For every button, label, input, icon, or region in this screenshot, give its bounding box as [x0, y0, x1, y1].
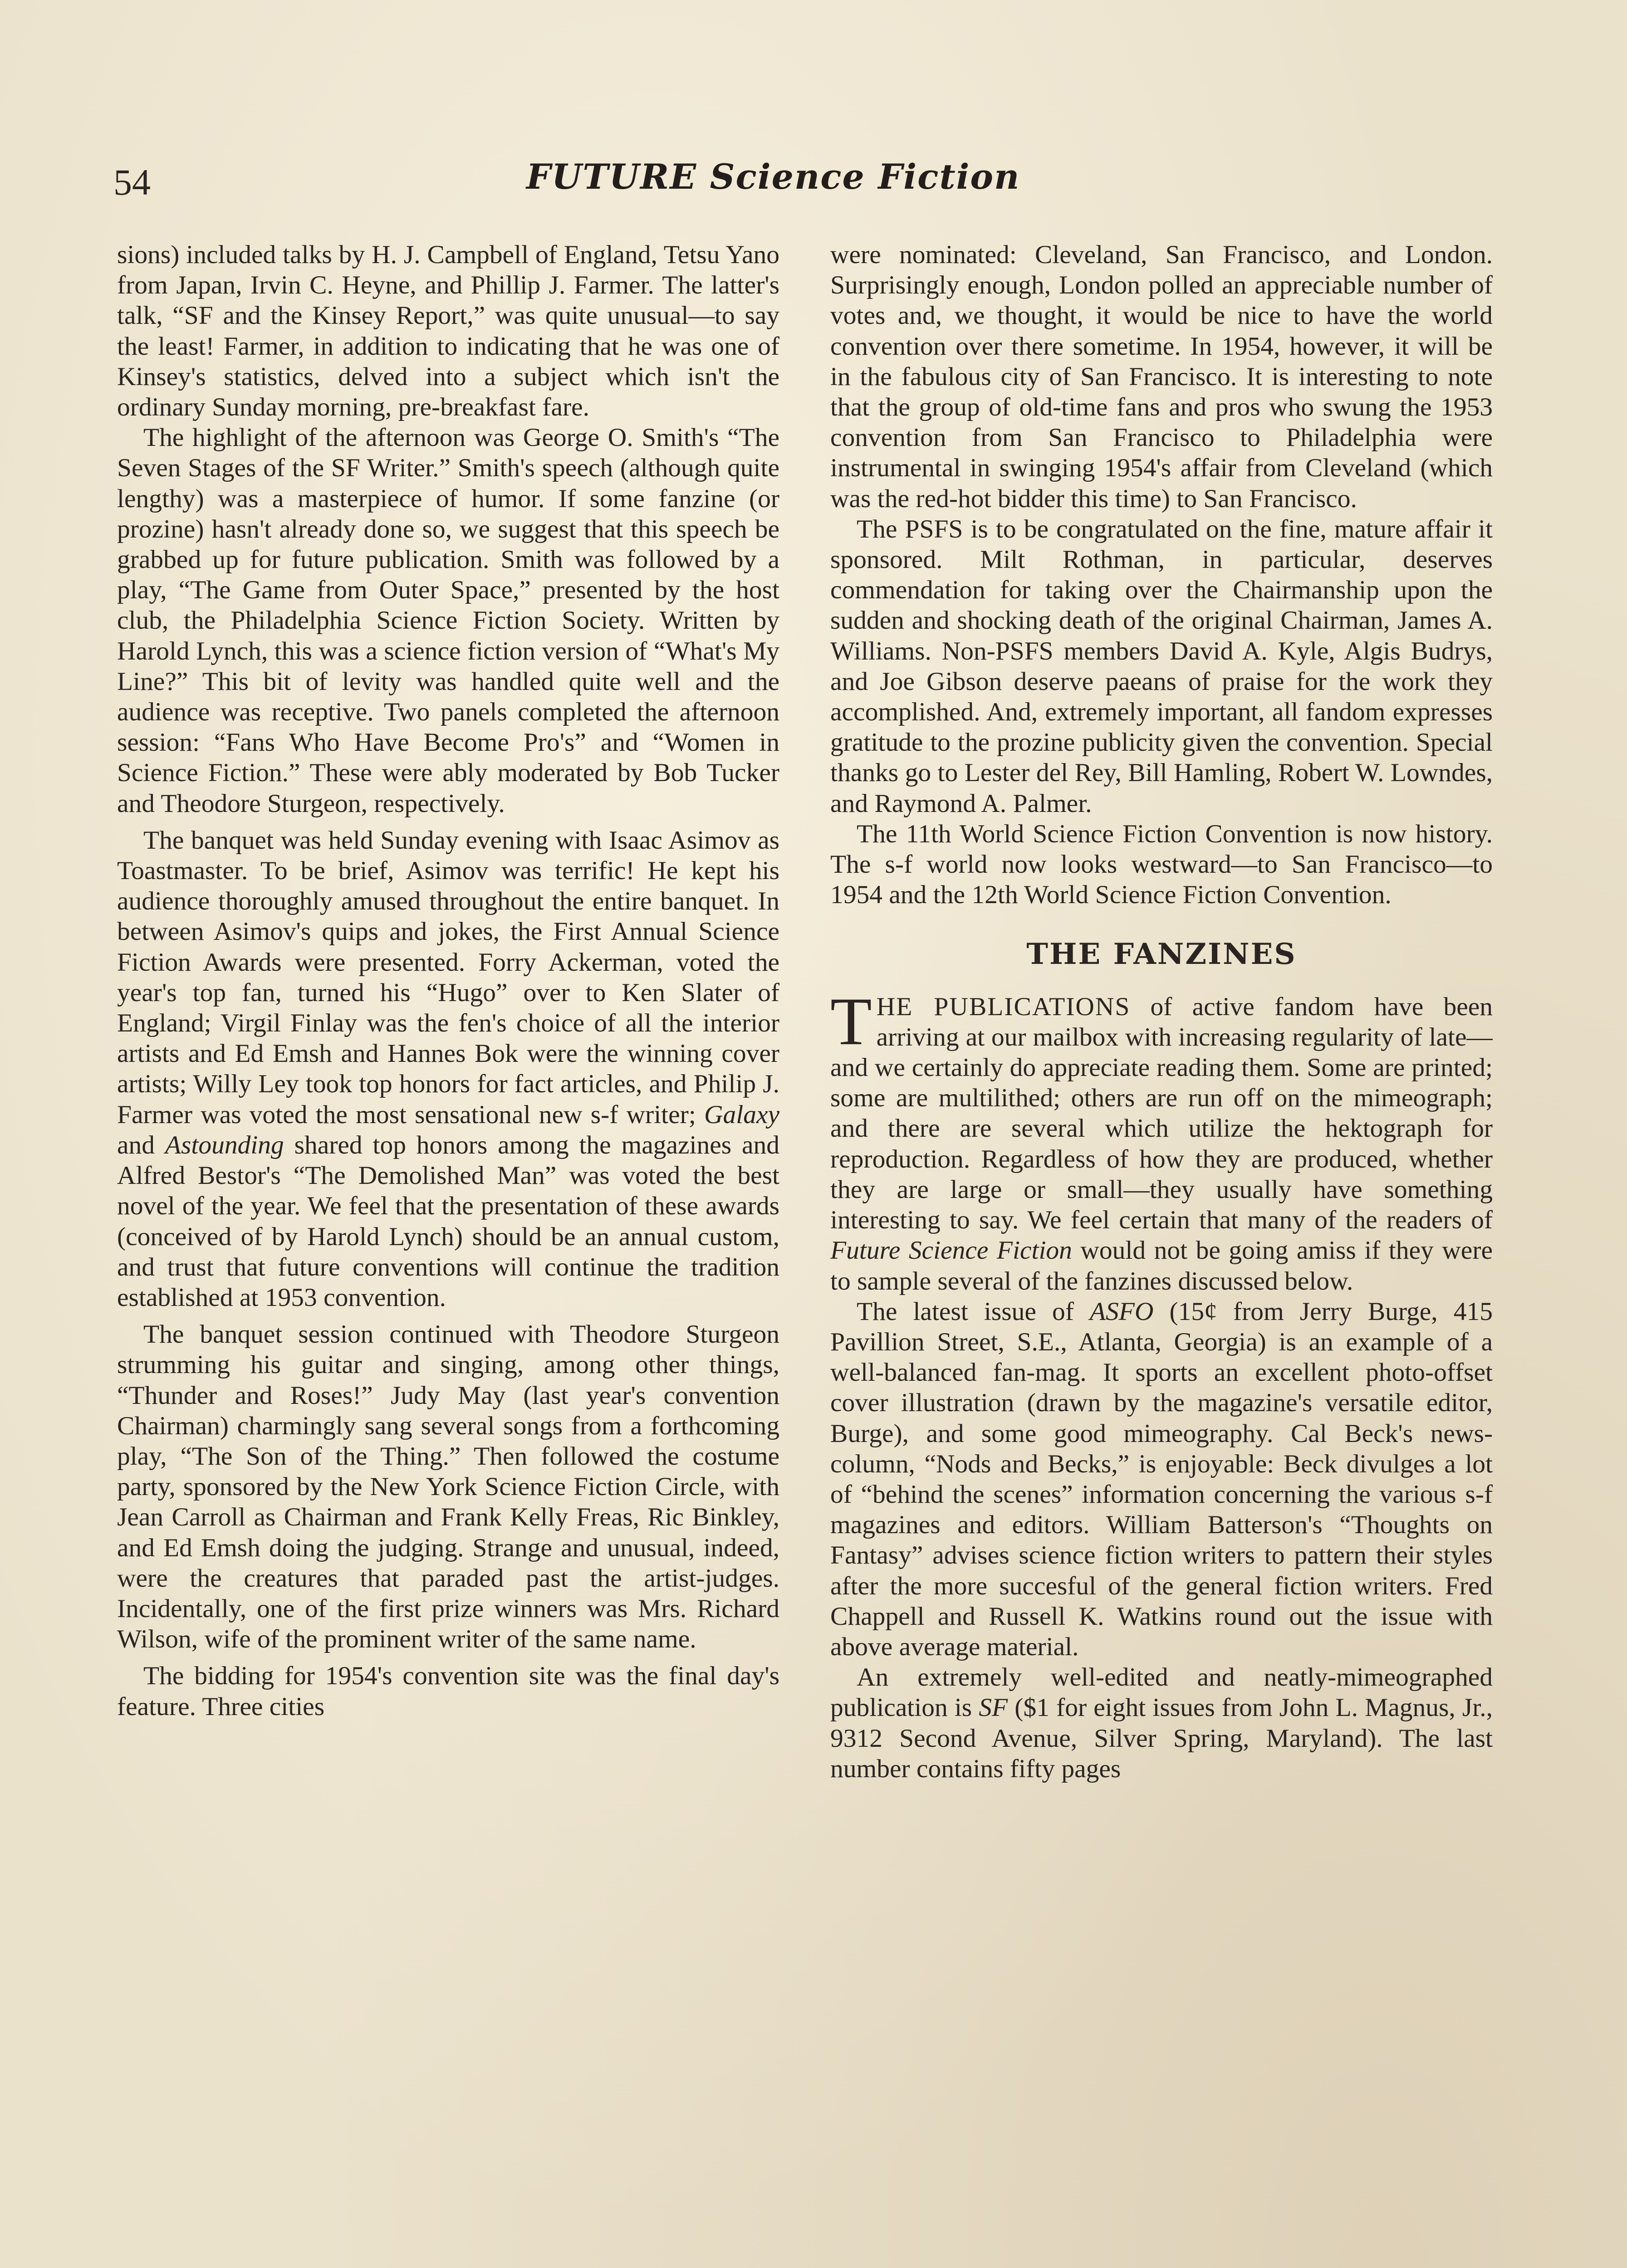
left-p3-text-a: The banquet was held Sunday evening with Isaac Asimov as Toastmaster. To be brief, Asimov was terrific! He kept his audience thoroughly amused throughout the entire banquet. In between Asimov's quips and jokes, the First Annual Science Fiction Awards were presented. Forry Ackerman, voted the year's top fan, turned his “Hugo” over to Ken Slater of England; Virgil Finlay was the fen's choice of all the interior artists and Ed Emsh and Hannes Bok were the winning cover artists; Willy Ley took top honors for fact articles, and Philip J. Farmer was voted the most sensational new s-f writer; — [117, 826, 779, 1129]
left-paragraph-5: The bidding for 1954's convention site was the final day's feature. Three cities — [117, 1662, 779, 1721]
right-paragraph-3: The 11th World Science Fiction Convention is now history. The s-f world now looks westward—to San Francisco—to 1954 and the 12th World Science Fiction Convention. — [830, 819, 1493, 909]
left-paragraph-2: The highlight of the afternoon was George O. Smith's “The Seven Stages of the SF Writer.” Smith's speech (although quite lengthy) was a masterpiece of humor. If some fanzine (or prozine) hasn't already done so, we suggest that this speech be grabbed up for future publication. Smith was followed by a play, “The Game from Outer Space,” presented by the host club, the Philadelphia Science Fiction Society. Written by Harold Lynch, this was a science fiction version of “What's My Line?” This bit of levity was handled quite well and the audience was receptive. Two panels completed the afternoon session: “Fans Who Have Become Pro's” and “Women in Science Fiction.” These were ably moderated by Bob Tucker and Theodore Sturgeon, respectively. — [117, 423, 779, 818]
right-paragraph-6 — [830, 1662, 1493, 1784]
future-sf-italic: Future Science Fiction — [830, 1236, 1072, 1265]
right-p4-text-b: would not be going amiss if they were to sample several of the fanzines discussed below. — [830, 1236, 1493, 1295]
left-paragraph-1: sions) included talks by H. J. Campbell of England, Tetsu Yano from Japan, Irvin C. Heyne, and Phillip J. Farmer. The latter's talk, “SF and the Kinsey Report,” was quite unusual—to say the least! Farmer, in addition to indicating that he was one of Kinsey's statistics, delved into a subject which isn't the ordinary Sunday morning, pre-breakfast fare. — [117, 240, 779, 422]
astounding-italic: Astounding — [165, 1130, 284, 1159]
section-heading-fanzines: THE FANZINES — [1026, 937, 1297, 972]
right-p4-text-a: of active fandom have been arriving at our mailbox with increasing regularity of late—and we certainly do appreciate reading them. Some are printed; some are multilithed; others are run off on the mimeograph; and there are several which utilize the hektograph for reproduction. Regardless of how they are produced, whether they are large or small—they usually have something interesting to say. We feel certain that many of the readers of — [830, 992, 1493, 1235]
left-p3-text-c: shared top honors among the magazines and Alfred Bestor's “The Demolished Man” was voted the best novel of the year. We feel that the presentation of these awards (conceived of by Harold Lynch) should be an annual custom, and trust that future conventions will continue the tradition established at 1953 convention. — [117, 1130, 779, 1312]
sf-italic: SF — [979, 1693, 1008, 1722]
left-column — [117, 240, 779, 2268]
left-paragraph-4: The banquet session continued with Theodore Sturgeon strumming his guitar and singing, among other things, “Thunder and Roses!” Judy May (last year's convention Chairman) charmingly sang several songs from a forthcoming play, “The Son of the Thing.” Then followed the costume party, sponsored by the New York Science Fiction Circle, with Jean Carroll as Chairman and Frank Kelly Freas, Ric Binkley, and Ed Emsh doing the judging. Strange and unusual, indeed, were the creatures that paraded past the artist-judges. Incidentally, one of the first prize winners was Mrs. Richard Wilson, wife of the prominent writer of the same name. — [117, 1320, 779, 1654]
galaxy-italic: Galaxy — [704, 1100, 779, 1129]
right-paragraph-2: The PSFS is to be congratulated on the fine, mature affair it sponsored. Milt Rothman, in particular, deserves commendation for taking over the Chairmanship upon the sudden and shocking death of the original Chairman, James A. Williams. Non-PSFS members David A. Kyle, Algis Budrys, and Joe Gibson deserve paeans of praise for the work they accomplished. And, extremely important, all fandom expresses gratitude to the prozine publicity given the convention. Special thanks go to Lester del Rey, Bill Hamling, Robert W. Lowndes, and Raymond A. Palmer. — [830, 514, 1493, 818]
drop-cap-letter: T — [830, 983, 872, 1059]
right-p5-text-b: (15¢ from Jerry Burge, 415 Pavillion Street, S.E., Atlanta, Georgia) is an example of a well-balanced fan-mag. It sports an excellent photo-offset cover illustration (drawn by the magazine's versatile editor, Burge), and some good mimeography. Cal Beck's news-column, “Nods and Becks,” is enjoyable: Beck divulges a lot of “behind the scenes” information concerning the various s-f magazines and editors. William Batterson's “Thoughts on Fantasy” advises science fiction writers to pattern their styles after the more succesful of the general fiction writers. Fred Chappell and Russell K. Watkins round out the issue with above average material. — [830, 1297, 1493, 1661]
left-p3-text-b: and — [117, 1130, 165, 1159]
right-column — [830, 240, 1493, 2268]
asfo-italic: ASFO — [1089, 1297, 1154, 1326]
right-paragraph-5 — [830, 1296, 1493, 1662]
right-p6-text-b: ($1 for eight issues from John L. Magnus, Jr., 9312 Second Avenue, Silver Spring, Maryland). The last number contains fifty pages — [830, 1693, 1493, 1783]
right-paragraph-1: were nominated: Cleveland, San Francisco, and London. Surprisingly enough, London polled an appreciable number of votes and, we thought, it would be nice to have the world convention over there sometime. In 1954, however, it will be in the fabulous city of San Francisco. It is interesting to note that the group of old-time fans and pros who swung the 1953 convention from San Francisco to Philadelphia were instrumental in swinging 1954's affair from Cleveland (which was the red-hot bidder this time) to San Francisco. — [830, 240, 1493, 513]
lead-in-caps: HE PUBLICATIONS — [876, 992, 1131, 1021]
right-paragraph-4 — [830, 983, 1493, 1296]
page-number: 54 — [113, 161, 151, 203]
right-p6-text-a: An extremely well-edited and neatly-mimeographed publication is — [830, 1663, 1493, 1722]
left-paragraph-3 — [117, 825, 779, 1313]
right-p5-text-a: The latest issue of — [857, 1297, 1090, 1326]
running-header-title: FUTURE Science Fiction — [526, 156, 1020, 197]
